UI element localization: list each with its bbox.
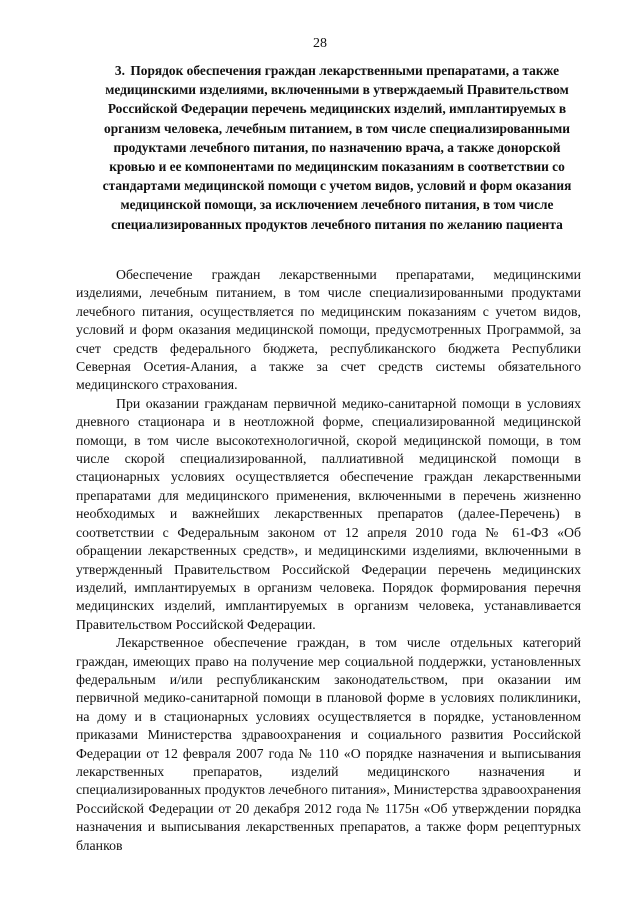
paragraph: При оказании гражданам первичной медико-санитарной помощи в условиях дневного стационара и в неотложной форме, специализированной медицинской помощи, в том числе высокотехнологичной, скорой медицинской помощи, в том числе скорой специализированной, паллиативной медицинской помощи в стационарных условиях осуществляется обеспечение граждан лекарственными препаратами для медицинского применения, включенными в перечень жизненно необходимых и важнейших лекарственных препаратов (далее-Перечень) в соответствии с Федеральным законом от 12 апреля 2010 года № 61-ФЗ «Об обращении лекарственных средств», и медицинскими изделиями, включенными в утвержденный Правительством Российской Федерации перечень медицинских изделий, имплантируемых в организм человека. Порядок формирования перечня медицинских изделий, имплантируемых в организм человека, устанавливается Правительством Российской Федерации. (76, 395, 581, 632)
body-text (76, 266, 581, 855)
page-number: 28 (313, 36, 327, 51)
section-title: Порядок обеспечения граждан лекарственными препаратами, а также медицинскими изделиями, включенными в утверждаемый Правительством Российской Федерации перечень медицинских изделий, имплантируемых в организм человека, лечебным питанием, в том числе специализированными продуктами лечебного питания, по назначению врача, а также донорской кровью и ее компонентами по медицинским показаниям в соответствии со стандартами медицинской помощи с учетом видов, условий и форм оказания медицинской помощи, за исключением лечебного питания, в том числе специализированных продуктов лечебного питания по желанию пациента (102, 63, 572, 232)
section-heading (102, 61, 572, 234)
paragraph: Обеспечение граждан лекарственными препаратами, медицинскими изделиями, лечебным питанием, в том числе специализированными продуктами лечебного питания, осуществляется по медицинским показаниям с учетом видов, условий и форм оказания медицинской помощи, предусмотренных Программой, за счет средств федерального бюджета, республиканского бюджета Республики Северная Осетия-Алания, а также за счет средств системы обязательного медицинского страхования. (76, 267, 581, 393)
section-number: 3. (114, 63, 125, 78)
paragraph: Лекарственное обеспечение граждан, в том числе отдельных категорий граждан, имеющих право на получение мер социальной поддержки, установленных федеральным и/или республиканским законодательством, при оказании им первичной медико-санитарной помощи в плановой форме в условиях поликлиники, на дому и в стационарных условиях осуществляется в порядке, установленном приказами Министерства здравоохранения и социального развития Российской Федерации от 12 февраля 2007 года № 110 «О порядке назначения и выписывания лекарственных препаратов, изделий медицинского назначения и специализированных продуктов лечебного питания», Министерства здравоохранения Российской Федерации от 20 декабря 2012 года № 1175н «Об утверждении порядка назначения и выписывания лекарственных препаратов, а также форм рецептурных бланков (76, 635, 581, 853)
